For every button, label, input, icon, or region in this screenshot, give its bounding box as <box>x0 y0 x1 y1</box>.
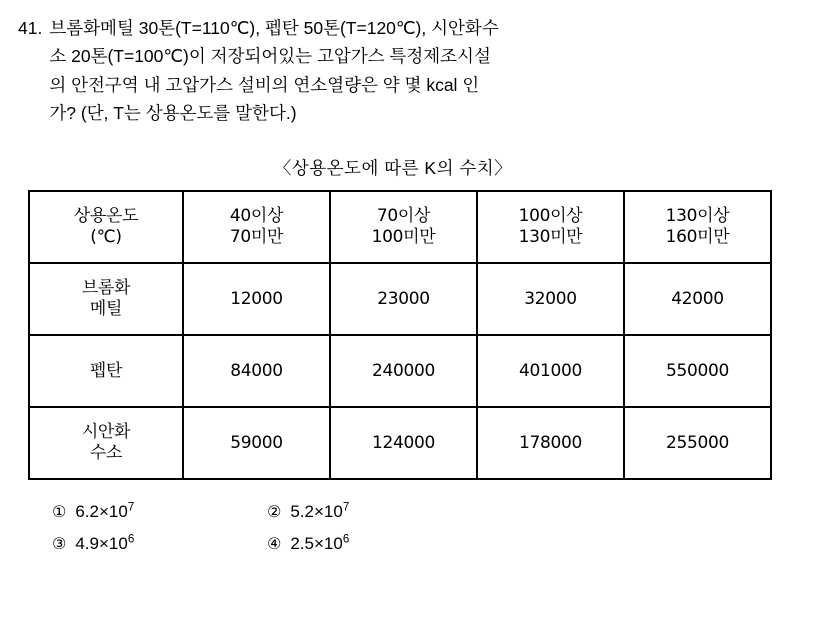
table-row-label-line1: 브롬화 <box>81 277 131 298</box>
answer-choices <box>18 502 808 554</box>
choice-text-3: $4.9\times 10^6$ <box>75 533 135 554</box>
question-number: 41. <box>18 18 43 38</box>
table-header-cell-line2: 160미만 <box>665 227 730 248</box>
table-header-cell-line1: 70이상 <box>376 205 431 226</box>
table-cell: 124000 <box>330 407 477 479</box>
table-row-label-line2: 메틸 <box>89 299 123 320</box>
choice-row <box>52 502 808 522</box>
table-caption: 〈상용온도에 따른 K의 수치〉 <box>273 158 513 179</box>
table-cell: 12000 <box>183 263 330 335</box>
table-cell: 32000 <box>477 263 624 335</box>
choice-option-2[interactable] <box>267 502 349 522</box>
table-cell: 23000 <box>330 263 477 335</box>
question-line: 브롬화메틸 30톤(T=110℃), 펩탄 50톤(T=120℃), 시안화수 <box>49 18 499 38</box>
question-line: 소 20톤(T=100℃)이 저장되어있는 고압가스 특정제조시설 <box>49 46 491 67</box>
table-header-cell-line2: 100미만 <box>371 227 436 248</box>
choice-row <box>52 534 808 554</box>
table-row-label-line1: 시안화 <box>81 421 131 442</box>
choice-text-1: $6.2\times 10^7$ <box>75 501 135 522</box>
question-line: 가? (단, T는 상용온도를 말한다.) <box>49 103 297 124</box>
question-line: 의 안전구역 내 고압가스 설비의 연소열량은 약 몇 kcal 인 <box>49 74 480 95</box>
table-header-cell-line1: 40이상 <box>229 205 284 226</box>
table-row-label <box>29 407 183 479</box>
table-row <box>29 407 771 479</box>
table-header-cell <box>477 191 624 263</box>
table-header-row <box>29 191 771 263</box>
table-header-cell <box>330 191 477 263</box>
table-row <box>29 263 771 335</box>
choice-option-4[interactable] <box>267 534 349 554</box>
table-header-label-line2: (℃) <box>90 227 122 248</box>
table-cell: 178000 <box>477 407 624 479</box>
table-cell: 550000 <box>624 335 771 407</box>
question-block <box>18 14 808 127</box>
table-header-cell <box>183 191 330 263</box>
choice-marker-1: ① <box>52 502 67 522</box>
table-header-label <box>29 191 183 263</box>
table-header-cell <box>624 191 771 263</box>
table-cell: 255000 <box>624 407 771 479</box>
choice-marker-4: ④ <box>267 534 282 554</box>
table-cell: 42000 <box>624 263 771 335</box>
table-row-label <box>29 263 183 335</box>
table-cell: 84000 <box>183 335 330 407</box>
table-header-cell-line1: 100이상 <box>518 205 583 226</box>
table-row <box>29 335 771 407</box>
table-row-label: 펩탄 <box>29 335 183 407</box>
choice-option-3[interactable] <box>52 534 267 554</box>
question-text <box>49 14 749 127</box>
choice-marker-3: ③ <box>52 534 67 554</box>
table-cell: 401000 <box>477 335 624 407</box>
table-header-label-line1: 상용온도 <box>73 205 139 226</box>
k-value-table <box>28 190 772 480</box>
table-header-cell-line2: 70미만 <box>229 227 284 248</box>
table-header-cell-line2: 130미만 <box>518 227 583 248</box>
table-row-label-line2: 수소 <box>89 443 123 464</box>
table-cell: 59000 <box>183 407 330 479</box>
table-cell: 240000 <box>330 335 477 407</box>
choice-text-4: $2.5\times 10^6$ <box>290 533 350 554</box>
choice-text-2: $5.2\times 10^7$ <box>290 501 350 522</box>
choice-marker-2: ② <box>267 502 282 522</box>
table-container <box>18 190 808 480</box>
table-header-cell-line1: 130이상 <box>665 205 730 226</box>
choice-option-1[interactable] <box>52 502 267 522</box>
